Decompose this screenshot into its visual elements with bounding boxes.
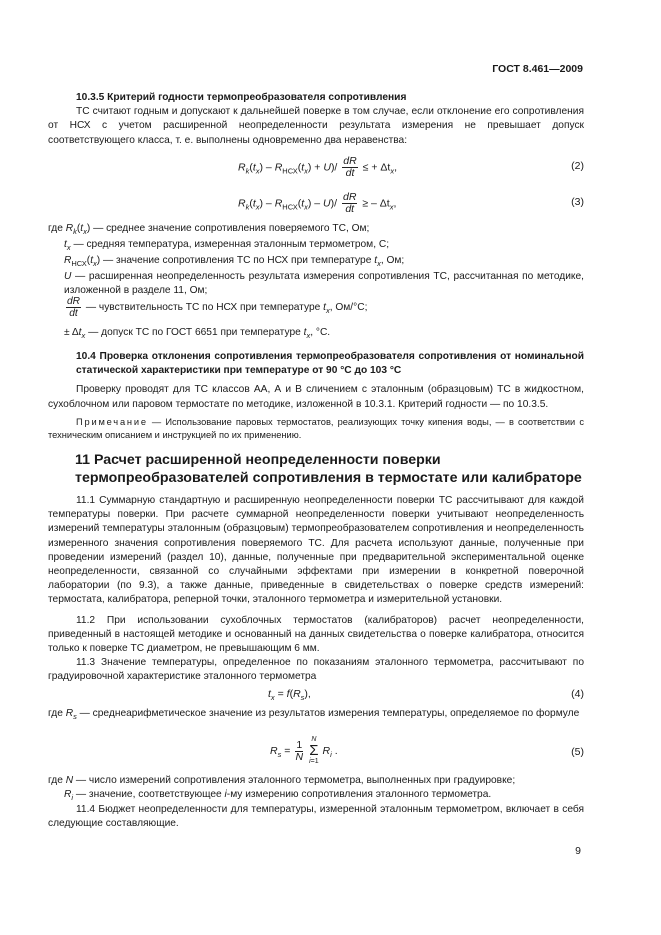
equation-3 [48, 188, 584, 214]
def-rk: где $R_k(t_x)$ — среднее значение сопротивления поверяемого ТС, Ом; [48, 223, 370, 237]
section-title-10-3-5: 10.3.5 Критерий годности термопреобразователя сопротивления [76, 92, 407, 103]
equation-3-formula: $R_k(t_x) - R_{НСХ}(t_x) - U)/$ $\frac{dR}{dt}$ ≥ – $\Delta t_x$, [238, 191, 397, 215]
section-11-title-line1: 11 Расчет расширенной неопределенности поверки [75, 452, 441, 468]
equation-3-number: (3) [571, 196, 584, 208]
equation-2-formula: $R_k(t_x) - R_{НСХ}(t_x) + U)/$ $\frac{dR}{dt}$ ≤ + $\Delta t_x$, [238, 155, 397, 179]
def-n: где N — число измерений сопротивления эталонного термометра, выполненных при градуировке; [48, 775, 516, 786]
paragraph-10-3-5: ТС считают годным и допускают к дальнейшей поверке в том случае, если отклонение его сопротивления от НСХ с учетом расширенной неопределенности результата измерения не превышает допуск соответствующего класса, т. е. выполнены одновременно два неравенства: [48, 106, 584, 146]
equation-2-rhs: ≤ + Δt [362, 161, 391, 174]
page-number: 9 [575, 845, 581, 857]
def-dt: ± $\Delta t_x$ — допуск ТС по ГОСТ 6651 при температуре $t_x$, °С. [64, 327, 331, 341]
note-10-4 [48, 416, 584, 442]
equation-4-formula: $t_x = f(R_s)$, [268, 688, 311, 703]
note-text: — Использование паровых термостатов, реализующих точку кипения воды, — в соответствии с техническим описанием и инструкцией по их применению. [48, 416, 584, 440]
section-10-4 [48, 350, 584, 442]
equation-4-number: (4) [571, 688, 584, 700]
doc-code: ГОСТ 8.461—2009 [492, 63, 583, 75]
section-11-title [75, 452, 595, 487]
equation-2 [48, 152, 584, 178]
def-u: U — расширенная неопределенность результата измерения сопротивления ТС, рассчитанная по методике, изложенной в разделе 11, Ом; [64, 271, 584, 296]
section-title-10-4: 10.4 Проверка отклонения сопротивления термопреобразователя сопротивления от номинальной статической характеристики при температуре от 90 °С до 103 °С [76, 351, 584, 377]
equation-2-number: (2) [571, 160, 584, 172]
equation-5-number: (5) [571, 746, 584, 758]
def-tx: $t_x$ — средняя температура, измеренная эталонным термометром, С; [64, 239, 390, 253]
paragraph-11-3: 11.3 Значение температуры, определенное по показаниям эталонного термометра, рассчитывают по градуировочной характеристике эталонного термометра [48, 657, 584, 683]
equation-5-formula: $R_s$ = $\frac{1}{N}$ N Σ i=1 $R_i$ . [270, 736, 338, 765]
section-11-title-line2: термопреобразователей сопротивления в термостате или калибраторе [75, 469, 582, 486]
def-drdt: $\frac{dR}{dt}$ — чувствительность ТС по НСХ при температуре $t_x$, Ом/°С; [67, 296, 368, 319]
paragraph-11-4: 11.4 Бюджет неопределенности для температуры, измеренной эталонным термометром, включает в себя следующие составляющие. [48, 804, 584, 830]
def-ri: $R_i$ — значение, соответствующее i-му измерению сопротивления эталонного термометра. [64, 789, 492, 803]
equation-3-rhs: ≥ – Δt [362, 197, 390, 210]
paragraph-11-2: 11.2 При использовании сухоблочных термостатов (калибраторов) расчет неопределенности, приведенный в настоящей методике и основанный на данных свидетельства о поверке калибратора, относится только к поверке ТС диаметром, не превышающим 6 мм. [48, 615, 584, 655]
equation-5 [48, 734, 584, 774]
section-10-3-5 [48, 91, 584, 148]
def-rhcx: $R_{НСХ}(t_x)$ — значение сопротивления ТС по НСХ при температуре $t_x$, Ом; [64, 255, 405, 269]
note-label: Примечание [76, 416, 148, 427]
paragraph-10-4: Проверку проводят для ТС классов АА, А и В сличением с эталонным (образцовым) ТС в жидкостном, сухоблочном или паровом термостате по методике, изложенной в 10.3.1. Критерий годности — по 10.3.5. [48, 384, 584, 410]
paragraph-11-1: 11.1 Суммарную стандартную и расширенную неопределенности поверки ТС рассчитывают для каждой температуры поверки. При расчете суммарной неопределенности поверки учитывают неопределенность измерений температуры эталонным (образцовым) термопреобразователем сопротивления и неопределенность измеренного значения сопротивления поверяемого ТС. Для расчета используют данные, полученные при проведении измерений (раздел 10), данные, полученные при предварительной экспериментальной оценке неопределенности, связанной со случайными эффектами при измерении в конкретной поверочной лаборатории (по 9.3), а также данные, приведенные в свидетельствах о поверке средств измерений: термостата, калибратора, реперной точки, эталонного термометра и измерительной установки. [48, 495, 584, 606]
def-rs: где $R_s$ — среднеарифметическое значение из результатов измерения температуры, определяемое по формуле [48, 708, 580, 722]
